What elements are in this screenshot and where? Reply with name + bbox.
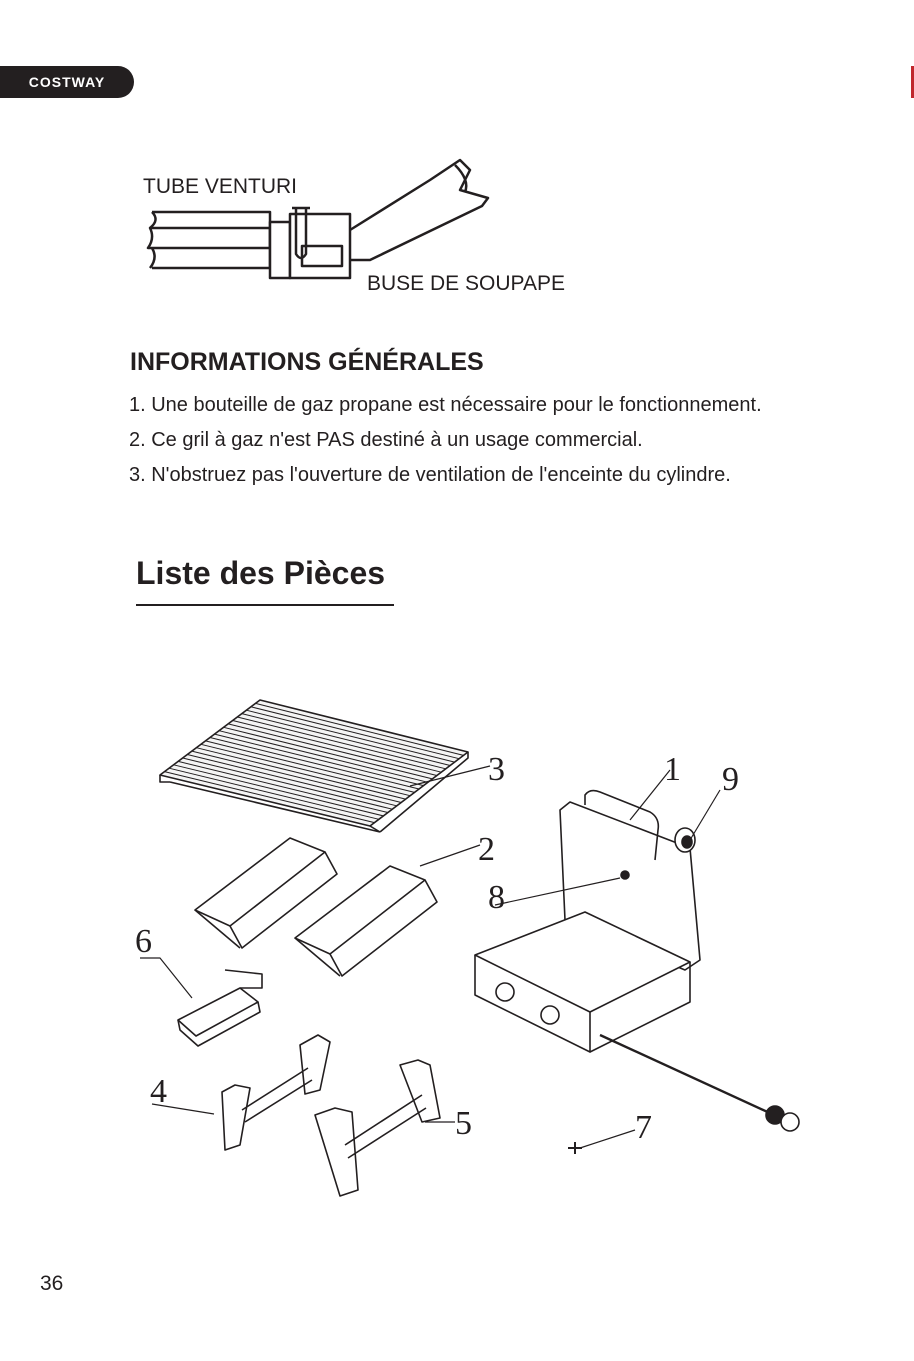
- callout-3: 3: [488, 751, 505, 788]
- callout-7: 7: [635, 1109, 652, 1146]
- screw: [568, 1142, 582, 1154]
- left-leg: [222, 1035, 330, 1150]
- list-item: 3. N'obstruez pas l'ouverture de ventilation de l'enceinte du cylindre.: [129, 464, 731, 486]
- venturi-diagram: [130, 150, 510, 290]
- brand-logo: COSTWAY: [28, 74, 106, 90]
- control-knob: [675, 828, 695, 852]
- callout-1: 1: [664, 751, 681, 788]
- right-leg: [315, 1060, 440, 1196]
- cooking-grate: [160, 700, 468, 832]
- grill-body: [475, 791, 799, 1131]
- venturi-tube-label: TUBE VENTURI: [143, 175, 298, 198]
- general-info-title: INFORMATIONS GÉNÉRALES: [130, 348, 484, 376]
- valve-nozzle-label: BUSE DE SOUPAPE: [367, 272, 566, 295]
- thermometer: [621, 871, 629, 879]
- grease-tray: [178, 970, 262, 1046]
- title-underline: [136, 604, 394, 606]
- parts-diagram: [130, 690, 830, 1210]
- brand-tab: [0, 66, 134, 98]
- callout-8: 8: [488, 879, 505, 916]
- callout-9: 9: [722, 761, 739, 798]
- list-item: 1. Une bouteille de gaz propane est nécessaire pour le fonctionnement.: [129, 394, 762, 416]
- callout-4: 4: [150, 1073, 167, 1110]
- parts-list-title: Liste des Pièces: [136, 555, 386, 591]
- heat-shield-right: [295, 866, 437, 976]
- general-info-list: [129, 392, 829, 497]
- callout-2: 2: [478, 831, 495, 868]
- callout-6: 6: [135, 923, 152, 960]
- page-number: 36: [40, 1272, 64, 1295]
- callout-5: 5: [455, 1105, 472, 1142]
- list-item: 2. Ce gril à gaz n'est PAS destiné à un usage commercial.: [129, 429, 643, 451]
